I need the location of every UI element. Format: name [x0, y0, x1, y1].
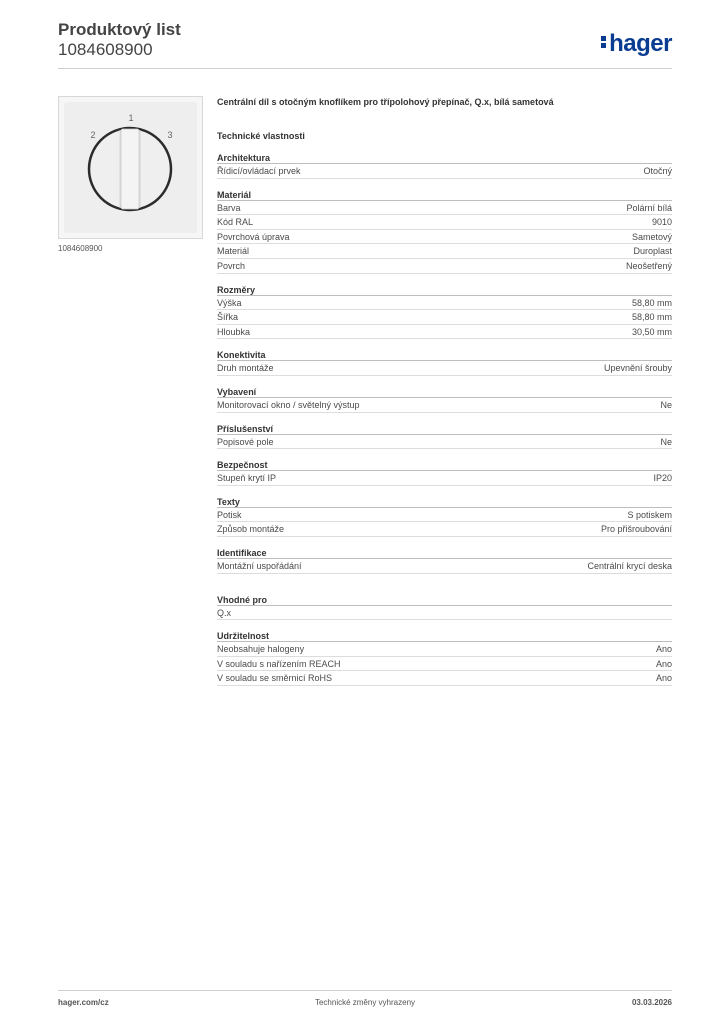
spec-value: 30,50 mm — [631, 326, 672, 337]
spec-row — [217, 671, 672, 686]
rotary-knob-illustration — [64, 102, 197, 233]
spec-row — [217, 325, 672, 340]
spec-value: 9010 — [651, 217, 672, 228]
spec-section — [217, 630, 672, 686]
spec-section — [217, 459, 672, 486]
spec-value: Upevnění šrouby — [603, 363, 672, 374]
spec-row — [217, 230, 672, 245]
spec-label: Hloubka — [217, 326, 251, 337]
spec-section — [217, 496, 672, 537]
spec-content — [217, 96, 672, 686]
spec-row — [217, 522, 672, 537]
product-description: Centrální díl s otočným knoflíkem pro třípolohový přepínač, Q.x, bílá sametová — [217, 97, 554, 107]
footer-date: 03.03.2026 — [631, 998, 672, 1007]
spec-row — [217, 606, 672, 621]
spec-row — [217, 435, 672, 450]
spec-value: Ano — [655, 644, 672, 655]
section-title: Rozměry — [217, 284, 672, 296]
logo-text: hager — [609, 30, 672, 57]
spec-label: Montážní uspořádání — [217, 560, 302, 571]
spec-label: Potisk — [217, 509, 242, 520]
header-divider — [58, 68, 672, 69]
spec-value: 58,80 mm — [631, 297, 672, 308]
spec-label: Stupeň krytí IP — [217, 473, 277, 484]
section-title: Materiál — [217, 189, 672, 201]
spec-label: Neobsahuje halogeny — [217, 644, 305, 655]
spec-row — [217, 310, 672, 325]
spec-label: Materiál — [217, 246, 250, 257]
spec-value: Duroplast — [633, 246, 672, 257]
page-title: Produktový list — [58, 20, 181, 39]
spec-value: Ano — [655, 658, 672, 669]
spec-value: Ne — [660, 436, 672, 447]
section-title: Vybavení — [217, 386, 672, 398]
spec-label: Barva — [217, 202, 241, 213]
section-title: Konektivita — [217, 349, 672, 361]
spec-value: S potiskem — [627, 509, 672, 520]
tech-heading: Technické vlastnosti — [217, 131, 305, 141]
dial-mark-1: 1 — [128, 113, 134, 123]
section-title: Příslušenství — [217, 423, 672, 435]
spec-label: V souladu se směrnicí RoHS — [217, 673, 333, 684]
spec-value: IP20 — [653, 473, 672, 484]
dial-mark-3: 3 — [167, 130, 173, 140]
spec-value: Ne — [660, 399, 672, 410]
spec-label: Šířka — [217, 312, 239, 323]
hager-logo — [601, 30, 672, 58]
spec-section — [217, 594, 672, 621]
page-header — [58, 20, 672, 70]
spec-row — [217, 296, 672, 311]
section-title: Udržitelnost — [217, 630, 672, 642]
spec-label: Popisové pole — [217, 436, 274, 447]
section-title: Vhodné pro — [217, 594, 672, 606]
image-caption: 1084608900 — [58, 244, 103, 253]
spec-label: Q.x — [217, 607, 232, 618]
spec-section — [217, 547, 672, 574]
spec-value: Pro přišroubování — [600, 524, 672, 535]
spec-row — [217, 244, 672, 259]
product-image — [58, 96, 203, 239]
spec-row — [217, 398, 672, 413]
section-title: Bezpečnost — [217, 459, 672, 471]
spec-value: Centrální krycí deska — [587, 560, 672, 571]
spec-row — [217, 215, 672, 230]
spec-value: Sametový — [631, 231, 672, 242]
spec-section — [217, 386, 672, 413]
spec-row — [217, 201, 672, 216]
spec-row — [217, 361, 672, 376]
spec-label: Povrch — [217, 260, 246, 271]
product-code: 1084608900 — [58, 40, 153, 59]
section-title: Identifikace — [217, 547, 672, 559]
logo-dots-icon — [601, 34, 607, 50]
spec-row — [217, 508, 672, 523]
spec-value: 58,80 mm — [631, 312, 672, 323]
dial-mark-2: 2 — [90, 130, 96, 140]
spec-sections — [217, 152, 672, 686]
spec-label: V souladu s nařízením REACH — [217, 658, 341, 669]
spec-label: Výška — [217, 297, 242, 308]
footer-divider — [58, 990, 672, 991]
spec-label: Způsob montáže — [217, 524, 285, 535]
spec-section — [217, 284, 672, 340]
footer-disclaimer: Technické změny vyhrazeny — [314, 998, 416, 1007]
spec-section — [217, 152, 672, 179]
spec-value: Ano — [655, 673, 672, 684]
cover-plate — [64, 102, 197, 233]
spec-label: Druh montáže — [217, 363, 274, 374]
spec-row — [217, 642, 672, 657]
spec-label: Řídicí/ovládací prvek — [217, 166, 301, 176]
spec-section — [217, 349, 672, 376]
knob-handle — [121, 129, 139, 209]
spec-value: Neošetřený — [625, 260, 672, 271]
spec-row — [217, 657, 672, 672]
spec-row — [217, 259, 672, 274]
spec-section — [217, 423, 672, 450]
spec-value: Polární bílá — [626, 202, 672, 213]
spec-label: Monitorovací okno / světelný výstup — [217, 399, 360, 410]
spec-row — [217, 559, 672, 574]
spec-row — [217, 471, 672, 486]
spec-section — [217, 189, 672, 274]
spec-value: Otočný — [643, 166, 672, 176]
footer-website[interactable]: hager.com/cz — [58, 998, 109, 1007]
section-title: Texty — [217, 496, 672, 508]
spec-label: Povrchová úprava — [217, 231, 290, 242]
spec-label: Kód RAL — [217, 217, 254, 228]
section-title: Architektura — [217, 152, 672, 164]
spec-row — [217, 164, 672, 179]
